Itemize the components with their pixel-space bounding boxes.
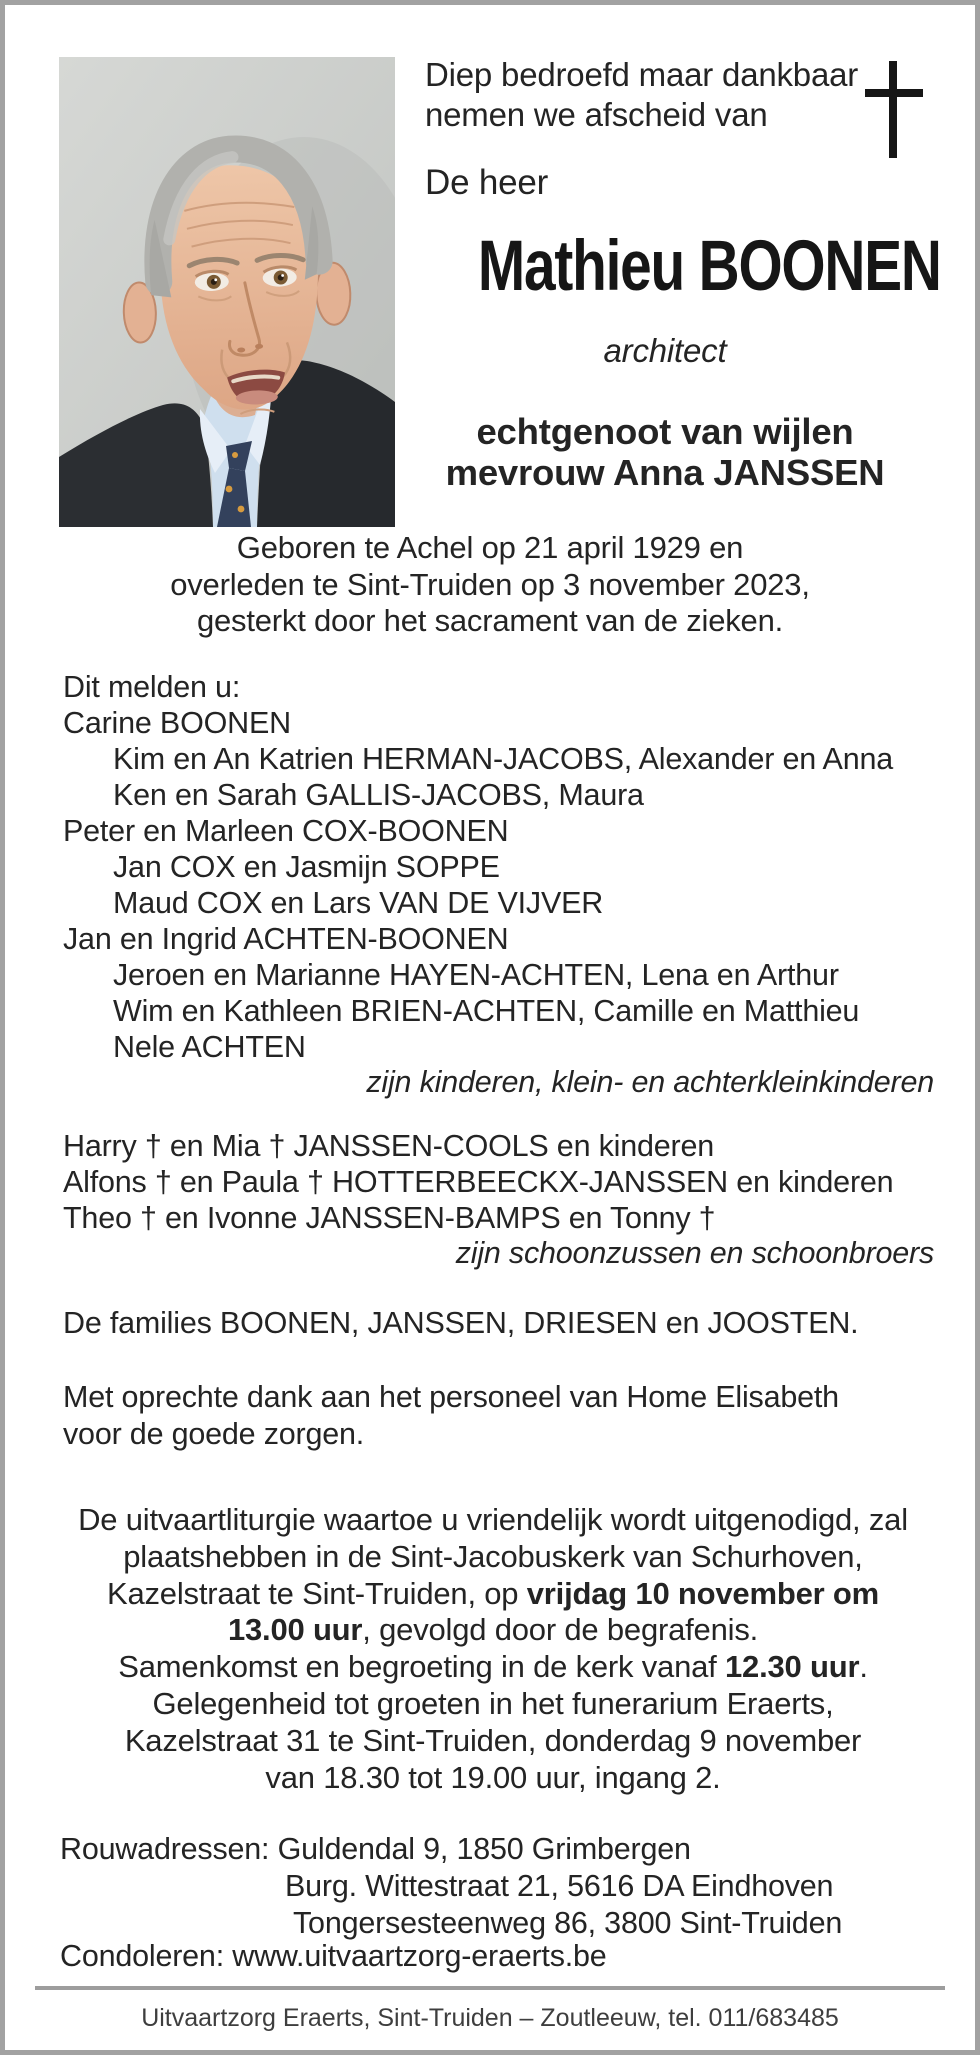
intro-line: nemen we afscheid van xyxy=(425,96,768,133)
mourning-address-line: Tongersesteenweg 86, 3800 Sint-Truiden xyxy=(293,1906,843,1940)
funeral-line: Kazelstraat 31 te Sint-Truiden, donderdag 9 november xyxy=(124,1722,862,1758)
family-line: Ken en Sarah GALLIS-JACOBS, Maura xyxy=(113,778,644,812)
profession: architect xyxy=(603,332,727,369)
salutation: De heer xyxy=(425,163,549,202)
life-dates-line: Geboren te Achel op 21 april 1929 en xyxy=(236,530,744,565)
deceased-name-text: Mathieu BOONEN xyxy=(477,227,941,306)
funeral-line: De uitvaartliturgie waartoe u vriendelijk wordt uitgenodigd, zal xyxy=(78,1502,908,1537)
children-caption: zijn kinderen, klein- en achterkleinkinderen xyxy=(366,1065,934,1099)
family-line: Nele ACHTEN xyxy=(113,1030,306,1064)
thanks-block xyxy=(63,1379,839,1452)
intro-line: Diep bedroefd maar dankbaar xyxy=(425,56,859,93)
family-list xyxy=(63,669,893,1065)
footer-divider xyxy=(35,1986,945,1990)
funeral-line: van 18.30 tot 19.00 uur, ingang 2. xyxy=(265,1759,721,1795)
funeral-line: Kazelstraat te Sint-Truiden, op vrijdag 10 november om xyxy=(106,1575,879,1611)
intro-text xyxy=(425,55,858,135)
portrait-illustration xyxy=(59,57,395,527)
inlaw-line: Theo † en Ivonne JANSSEN-BAMPS en Tonny † xyxy=(63,1201,716,1235)
spouse-line: echtgenoot van wijlen xyxy=(476,411,854,452)
spouse-line: mevrouw Anna JANSSEN xyxy=(445,452,885,493)
inlaw-line: Alfons † en Paula † HOTTERBEECKX-JANSSEN en kinderen xyxy=(63,1165,894,1199)
footer-text: Uitvaartzorg Eraerts, Sint-Truiden – Zoutleeuw, tel. 011/683485 xyxy=(141,2004,839,2032)
deceased-name xyxy=(420,226,941,307)
thanks-line: voor de goede zorgen. xyxy=(63,1416,365,1451)
inlaws-caption: zijn schoonzussen en schoonbroers xyxy=(455,1236,934,1270)
life-dates-line: gesterkt door het sacrament van de zieken. xyxy=(196,603,784,639)
inlaw-line: Harry † en Mia † JANSSEN-COOLS en kinderen xyxy=(63,1129,714,1163)
life-dates xyxy=(0,530,980,640)
funeral-line: Samenkomst en begroeting in de kerk vanaf 12.30 uur. xyxy=(118,1649,868,1685)
mourning-address-line xyxy=(60,1832,691,1867)
family-line: Wim en Kathleen BRIEN-ACHTEN, Camille en Matthieu xyxy=(113,994,860,1028)
funeral-line: 13.00 uur, gevolgd door de begrafenis. xyxy=(227,1612,759,1648)
family-line: Jeroen en Marianne HAYEN-ACHTEN, Lena en Arthur xyxy=(113,958,839,992)
family-line: Peter en Marleen COX-BOONEN xyxy=(63,814,509,848)
family-line: Maud COX en Lars VAN DE VIJVER xyxy=(113,886,604,920)
families-line: De families BOONEN, JANSSEN, DRIESEN en JOOSTEN. xyxy=(63,1306,859,1340)
funeral-line: plaatshebben in de Sint-Jacobuskerk van Schurhoven, xyxy=(123,1538,863,1574)
thanks-line: Met oprechte dank aan het personeel van Home Elisabeth xyxy=(63,1380,839,1414)
family-line: Jan en Ingrid ACHTEN-BOONEN xyxy=(63,922,509,956)
cross-icon xyxy=(865,89,923,97)
spouse-block xyxy=(420,411,910,493)
family-line: Carine BOONEN xyxy=(63,706,291,740)
funeral-line: Gelegenheid tot groeten in het funerarium Eraerts, xyxy=(152,1685,834,1721)
condolence-line: Condoleren: www.uitvaartzorg-eraerts.be xyxy=(60,1939,607,1973)
mourning-address: Guldendal 9, 1850 Grimbergen xyxy=(277,1832,691,1866)
funeral-details xyxy=(40,1502,946,1796)
portrait-photo xyxy=(59,57,395,527)
cross-icon xyxy=(889,61,897,158)
mourning-address-line: Burg. Wittestraat 21, 5616 DA Eindhoven xyxy=(285,1869,834,1903)
life-dates-line: overleden te Sint-Truiden op 3 november 2023, xyxy=(170,566,810,602)
announcement-intro: Dit melden u: xyxy=(63,670,241,704)
family-line: Kim en An Katrien HERMAN-JACOBS, Alexander en Anna xyxy=(113,742,893,776)
family-line: Jan COX en Jasmijn SOPPE xyxy=(113,850,500,884)
mourning-label: Rouwadressen: xyxy=(60,1832,270,1866)
inlaw-list xyxy=(63,1128,893,1236)
